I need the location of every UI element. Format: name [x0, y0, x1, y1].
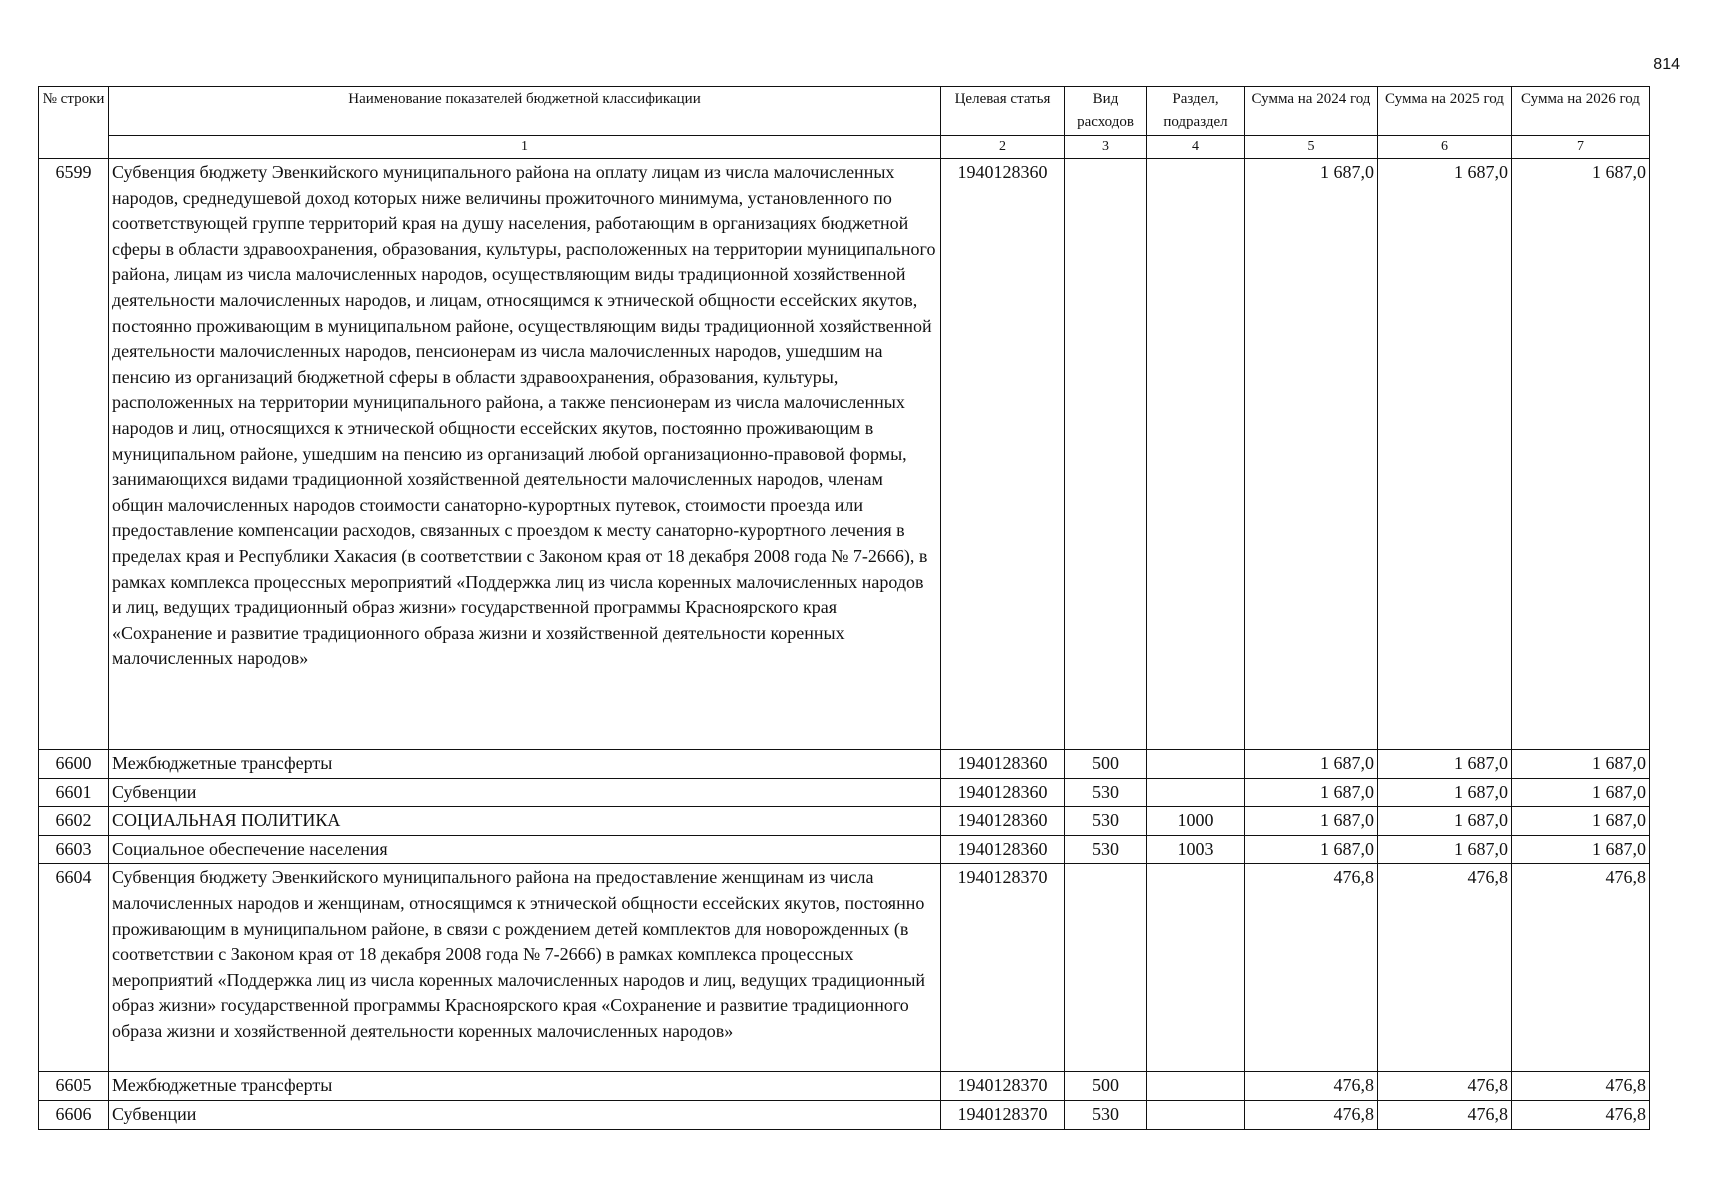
row-sum-2025: 476,8: [1378, 1072, 1512, 1101]
row-name: Субвенции: [109, 778, 941, 807]
row-sum-2025: 1 687,0: [1378, 750, 1512, 779]
row-sum-2026: 1 687,0: [1512, 778, 1650, 807]
row-expense-type: 530: [1065, 778, 1147, 807]
row-number: 6601: [39, 778, 109, 807]
page-number: 814: [1653, 56, 1680, 73]
row-expense-type: 530: [1065, 1100, 1147, 1129]
row-target: 1940128370: [941, 864, 1065, 1072]
header-sum-2024: Сумма на 2024 год: [1245, 87, 1378, 136]
row-section: [1147, 1100, 1245, 1129]
row-sum-2025: 1 687,0: [1378, 159, 1512, 750]
row-sum-2026: 1 687,0: [1512, 807, 1650, 836]
row-section: [1147, 750, 1245, 779]
column-index: 6: [1378, 136, 1512, 159]
header-sum-2026: Сумма на 2026 год: [1512, 87, 1650, 136]
header-row: [39, 87, 1650, 136]
row-sum-2024: 476,8: [1245, 864, 1378, 1072]
row-target: 1940128360: [941, 778, 1065, 807]
column-index: 3: [1065, 136, 1147, 159]
table-row: [39, 778, 1650, 807]
row-expense-type: 500: [1065, 750, 1147, 779]
row-name: Субвенция бюджету Эвенкийского муниципального района на предоставление женщинам из числа малочисленных народов и женщинам, относящимся к этнической общности ессейских якутов, постоянно проживающим в муниципальном районе, в связи с рождением детей комплектов для новорожденных (в соответствии с Законом края от 18 декабря 2008 года № 7-2666) в рамках комплекса процессных мероприятий «Поддержка лиц из числа коренных малочисленных народов и лиц, ведущих традиционный образ жизни» государственной программы Красноярского края «Сохранение и развитие традиционного образа жизни и хозяйственной деятельности коренных малочисленных народов»: [109, 864, 941, 1072]
row-expense-type: 500: [1065, 1072, 1147, 1101]
column-index: 1: [109, 136, 941, 159]
row-expense-type: [1065, 159, 1147, 750]
row-sum-2024: 476,8: [1245, 1072, 1378, 1101]
row-section: [1147, 864, 1245, 1072]
row-sum-2024: 1 687,0: [1245, 750, 1378, 779]
column-index: 2: [941, 136, 1065, 159]
budget-table: [38, 86, 1650, 1130]
row-name: Межбюджетные трансферты: [109, 1072, 941, 1101]
column-index: 5: [1245, 136, 1378, 159]
row-name: СОЦИАЛЬНАЯ ПОЛИТИКА: [109, 807, 941, 836]
row-expense-type: 530: [1065, 835, 1147, 864]
row-sum-2025: 476,8: [1378, 1100, 1512, 1129]
row-section: 1003: [1147, 835, 1245, 864]
row-name: Субвенции: [109, 1100, 941, 1129]
row-target: 1940128360: [941, 835, 1065, 864]
row-sum-2026: 476,8: [1512, 1100, 1650, 1129]
row-number: 6605: [39, 1072, 109, 1101]
row-section: 1000: [1147, 807, 1245, 836]
column-index: 7: [1512, 136, 1650, 159]
row-section: [1147, 1072, 1245, 1101]
header-target: Целевая статья: [941, 87, 1065, 136]
column-index: 4: [1147, 136, 1245, 159]
row-name: Социальное обеспечение населения: [109, 835, 941, 864]
row-number: 6604: [39, 864, 109, 1072]
table-row: [39, 835, 1650, 864]
row-name: Межбюджетные трансферты: [109, 750, 941, 779]
row-number: 6600: [39, 750, 109, 779]
row-target: 1940128360: [941, 159, 1065, 750]
row-sum-2025: 1 687,0: [1378, 835, 1512, 864]
row-sum-2024: 476,8: [1245, 1100, 1378, 1129]
row-section: [1147, 159, 1245, 750]
table-row: [39, 159, 1650, 750]
row-number: 6603: [39, 835, 109, 864]
row-target: 1940128370: [941, 1072, 1065, 1101]
row-section: [1147, 778, 1245, 807]
table-row: [39, 807, 1650, 836]
row-expense-type: 530: [1065, 807, 1147, 836]
row-sum-2025: 1 687,0: [1378, 778, 1512, 807]
row-target: 1940128360: [941, 750, 1065, 779]
row-number: 6606: [39, 1100, 109, 1129]
row-sum-2026: 1 687,0: [1512, 750, 1650, 779]
table-row: [39, 1072, 1650, 1101]
row-sum-2024: 1 687,0: [1245, 778, 1378, 807]
row-target: 1940128370: [941, 1100, 1065, 1129]
table-row: [39, 864, 1650, 1072]
row-target: 1940128360: [941, 807, 1065, 836]
row-sum-2026: 476,8: [1512, 864, 1650, 1072]
row-sum-2024: 1 687,0: [1245, 807, 1378, 836]
header-row-no: № строки: [39, 87, 109, 159]
column-index-row: [39, 136, 1650, 159]
row-sum-2024: 1 687,0: [1245, 835, 1378, 864]
header-sum-2025: Сумма на 2025 год: [1378, 87, 1512, 136]
row-sum-2026: 476,8: [1512, 1072, 1650, 1101]
header-name: Наименование показателей бюджетной классификации: [109, 87, 941, 136]
row-sum-2025: 1 687,0: [1378, 807, 1512, 836]
header-expense-type: Вид расходов: [1065, 87, 1147, 136]
table-row: [39, 1100, 1650, 1129]
row-name: Субвенция бюджету Эвенкийского муниципального района на оплату лицам из числа малочисленных народов, среднедушевой доход которых ниже величины прожиточного минимума, установленного по соответствующей группе территорий края на душу населения, работающим в организациях бюджетной сферы в области здравоохранения, образования, культуры, расположенных на территории муниципального района, лицам из числа малочисленных народов, осуществляющим виды традиционной хозяйственной деятельности малочисленных народов, и лицам, относящимся к этнической общности ессейских якутов, постоянно проживающим в муниципальном районе, осуществляющим виды традиционной хозяйственной деятельности малочисленных народов, пенсионерам из числа малочисленных народов, ушедшим на пенсию из организаций бюджетной сферы в области здравоохранения, образования, культуры, расположенных на территории муниципального района, а также пенсионерам из числа малочисленных народов и лиц, относящихся к этнической общности ессейских якутов, постоянно проживающим в муниципальном районе, ушедшим на пенсию из организаций любой организационно-правовой формы, занимающихся видами традиционной хозяйственной деятельности малочисленных народов, членам общин малочисленных народов стоимости санаторно-курортных путевок, стоимости проезда или предоставление компенсации расходов, связанных с проездом к месту санаторно-курортного лечения в пределах края и Республики Хакасия (в соответствии с Законом края от 18 декабря 2008 года № 7-2666), в рамках комплекса процессных мероприятий «Поддержка лиц из числа коренных малочисленных народов и лиц, ведущих традиционный образ жизни» государственной программы Красноярского края «Сохранение и развитие традиционного образа жизни и хозяйственной деятельности коренных малочисленных народов»: [109, 159, 941, 750]
row-sum-2025: 476,8: [1378, 864, 1512, 1072]
table-row: [39, 750, 1650, 779]
row-sum-2026: 1 687,0: [1512, 159, 1650, 750]
header-section: Раздел, подраздел: [1147, 87, 1245, 136]
row-number: 6602: [39, 807, 109, 836]
row-expense-type: [1065, 864, 1147, 1072]
row-number: 6599: [39, 159, 109, 750]
row-sum-2026: 1 687,0: [1512, 835, 1650, 864]
row-sum-2024: 1 687,0: [1245, 159, 1378, 750]
